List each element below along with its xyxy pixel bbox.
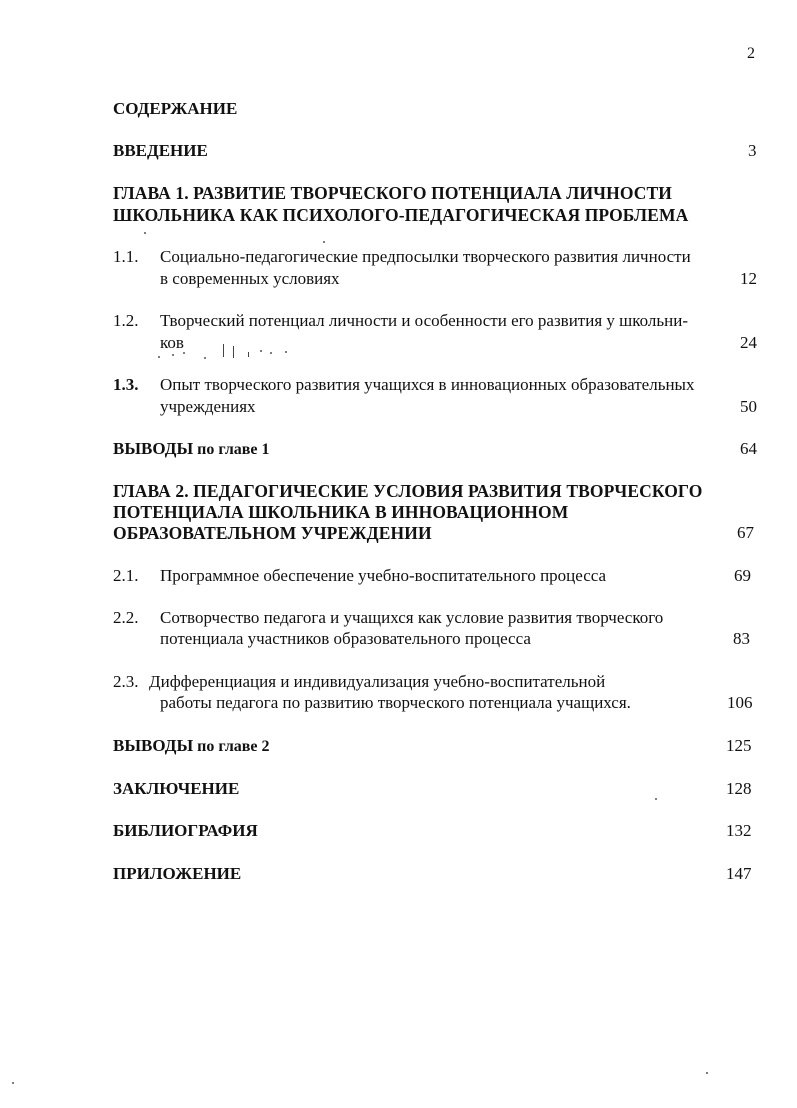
chapter1-title-line1: ГЛАВА 1. РАЗВИТИЕ ТВОРЧЕСКОГО ПОТЕНЦИАЛА ЛИЧНОСТИ: [113, 183, 672, 203]
conclusions-ch1-page: 64: [740, 439, 757, 458]
section-1-3-number: 1.3.: [113, 375, 139, 394]
section-1-1-page: 12: [740, 269, 757, 288]
toc-entry-conclusion: ЗАКЛЮЧЕНИЕ: [113, 779, 240, 798]
section-2-3-title: Дифференциация и индивидуализация учебно-воспитательной: [149, 672, 606, 691]
chapter2-title-line2: ПОТЕНЦИАЛА ШКОЛЬНИКА В ИННОВАЦИОННОМ: [113, 502, 569, 522]
section-1-1-title: Социально-педагогические предпосылки творческого развития личности: [160, 247, 691, 266]
conclusions-ch1-label-bold: ВЫВОДЫ: [113, 439, 194, 458]
toc-entry-bibliography: БИБЛИОГРАФИЯ: [113, 821, 258, 840]
chapter2-page: 67: [737, 523, 754, 542]
section-1-2-number: 1.2.: [113, 311, 139, 330]
appendix-page: 147: [726, 864, 752, 883]
section-1-1-number: 1.1.: [113, 247, 139, 266]
page-number: 2: [747, 45, 755, 62]
section-1-3-title: Опыт творческого развития учащихся в инновационных образовательных: [160, 375, 695, 394]
conclusions-ch1-label-rest: по главе 1: [193, 441, 270, 458]
section-2-2-page: 83: [733, 629, 750, 648]
chapter1-title-line2: ШКОЛЬНИКА КАК ПСИХОЛОГО-ПЕДАГОГИЧЕСКАЯ ПРОБЛЕМА: [113, 205, 689, 225]
section-2-2-title-cont: потенциала участников образовательного процесса: [160, 629, 531, 648]
conclusions-ch2-label-rest: по главе 2: [193, 738, 270, 755]
toc-title: СОДЕРЖАНИЕ: [113, 99, 238, 118]
section-1-3-page: 50: [740, 397, 757, 416]
section-1-2-page: 24: [740, 333, 757, 352]
section-2-1-number: 2.1.: [113, 566, 139, 585]
toc-entry-appendix: ПРИЛОЖЕНИЕ: [113, 864, 242, 883]
section-2-3-title-cont: работы педагога по развитию творческого потенциала учащихся.: [160, 693, 631, 712]
chapter2-title-line3: ОБРАЗОВАТЕЛЬНОМ УЧРЕЖДЕНИИ: [113, 523, 432, 543]
section-1-2-title-cont: ков: [160, 333, 184, 352]
section-1-2-title: Творческий потенциал личности и особенности его развития у школьни-: [160, 311, 688, 330]
toc-entry-conclusions-ch1: [113, 439, 270, 460]
section-1-1-title-cont: в современных условиях: [160, 269, 340, 288]
section-2-3-number: 2.3.: [113, 672, 139, 691]
conclusions-ch2-page: 125: [726, 736, 752, 755]
section-2-2-number: 2.2.: [113, 608, 139, 627]
section-2-3-page: 106: [727, 693, 753, 712]
toc-entry-conclusions-ch2: [113, 736, 270, 757]
section-2-1-title: Программное обеспечение учебно-воспитательного процесса: [160, 566, 607, 585]
toc-entry-intro-page: 3: [748, 141, 757, 160]
chapter2-title-line1: ГЛАВА 2. ПЕДАГОГИЧЕСКИЕ УСЛОВИЯ РАЗВИТИЯ ТВОРЧЕСКОГО: [113, 481, 703, 501]
section-1-3-title-cont: учреждениях: [160, 397, 256, 416]
section-2-1-page: 69: [734, 566, 751, 585]
bibliography-page: 132: [726, 821, 752, 840]
conclusions-ch2-label-bold: ВЫВОДЫ: [113, 736, 194, 755]
conclusion-page: 128: [726, 779, 752, 798]
toc-entry-intro: ВВЕДЕНИЕ: [113, 141, 208, 160]
section-2-2-title: Сотворчество педагога и учащихся как условие развития творческого: [160, 608, 664, 627]
